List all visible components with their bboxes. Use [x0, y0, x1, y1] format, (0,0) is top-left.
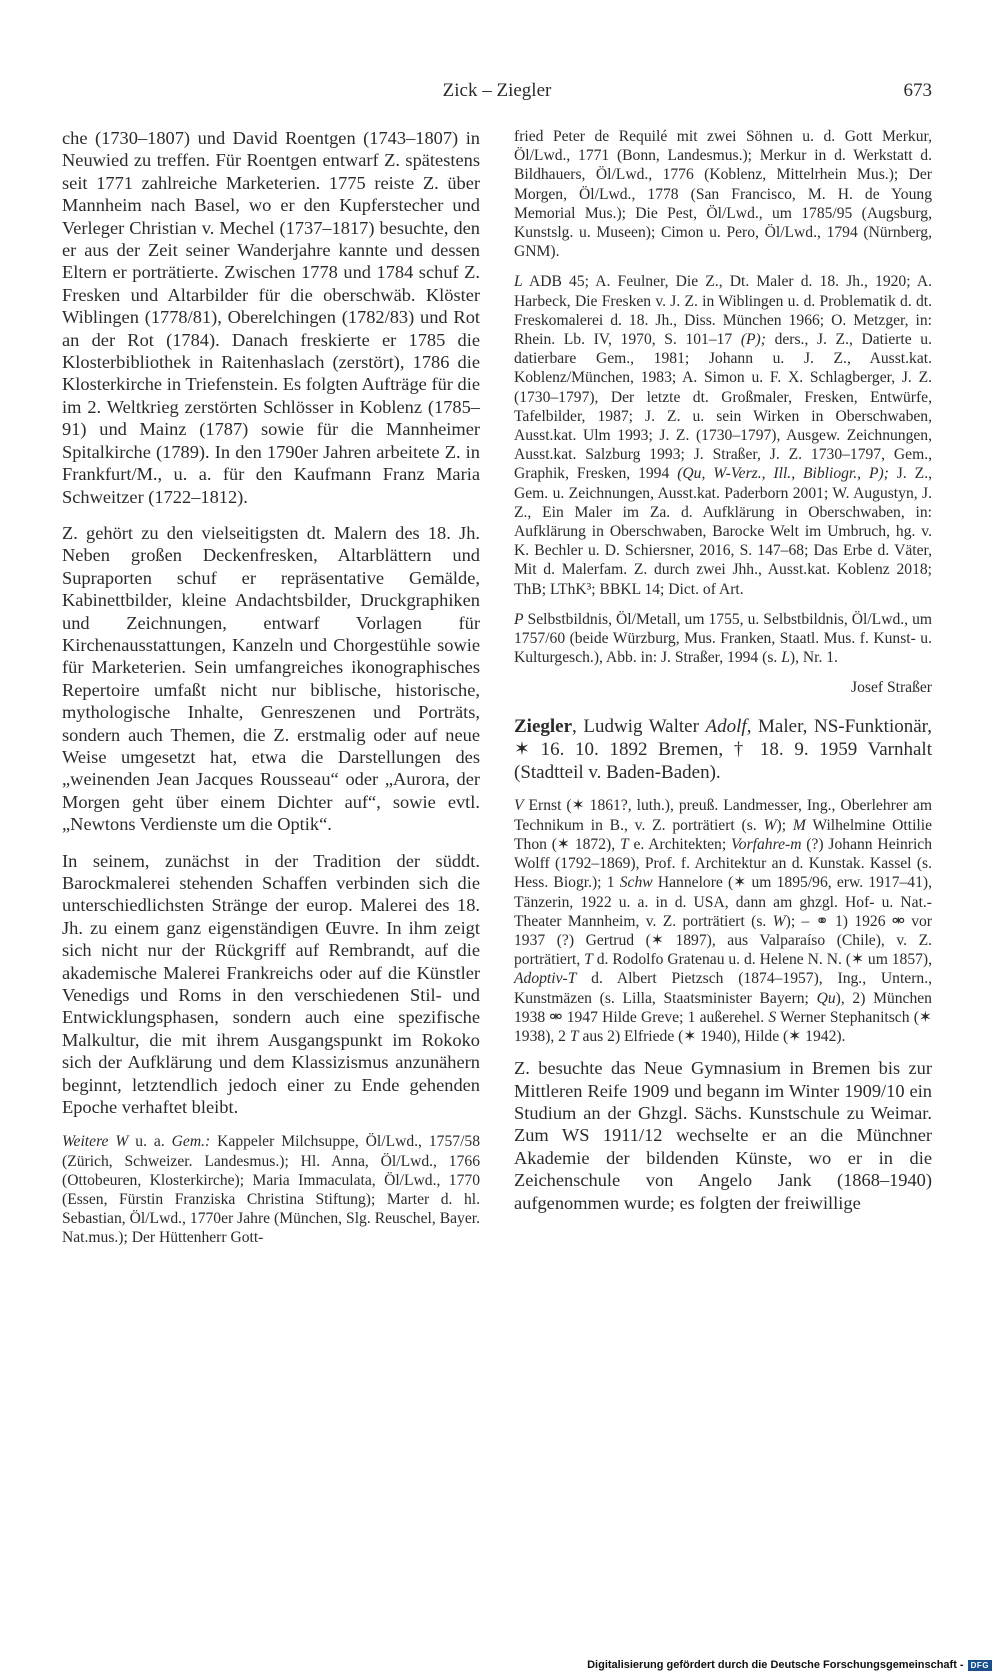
right-column — [514, 127, 932, 1228]
running-title: Zick – Ziegler — [442, 80, 552, 101]
family-label: S — [768, 1008, 777, 1026]
literature-text: J. Z., Gem. u. Zeichnungen, Ausst.kat. Paderborn 2001; W. Augustyn, J. Z., Ein Maler im Za. d. Aufklärung in Oberschwaben, in: Aufklärung in Oberschwaben, Barocke Welt im Umbruch, hg. v. K. Bechler u. D. Schiersner, 2016, S. 147–68; Das Erbe d. Väter, Mit d. Malerfam. Z. durch zwei Jhh., Ausst.kat. Koblenz 2018; ThB; LThK³; BBKL 14; Dict. of Art. — [514, 465, 932, 598]
family-info — [514, 796, 932, 1046]
family-text: e. Architekten; — [628, 835, 732, 853]
family-label: T — [619, 835, 629, 853]
family-text: Wilhelmine Ottilie Thon (✶ 1872), — [514, 816, 933, 853]
footer-text: Digitalisierung gefördert durch die Deutsche Forschungsgemeinschaft - — [587, 1659, 964, 1671]
family-label: M — [792, 816, 806, 834]
family-text: d. Rodolfo Gratenau u. d. Helene N. N. (✶ um 1857), — [592, 951, 933, 969]
left-column — [62, 127, 480, 1259]
literature-text: ADB 45; A. Feulner, Die Z., Dt. Maler d. 18. Jh., 1920; A. Harbeck, Die Fresken v. J. Z. in Wiblingen u. d. Problematik d. dt. Freskomalerei d. 18. Jh., Diss. München 1966; O. Metzger, in: Rhein. Lb. IV, 1970, S. 101–17 — [514, 273, 932, 349]
paragraph: Z. besuchte das Neue Gymnasium in Bremen bis zur Mittleren Reife 1909 und begann im Winter 1909/10 ein Studium an der Ghzgl. Sächs. Kunstschule zu Weimar. Zum WS 1911/12 wechselte er an die Münchner Akademie der bildenden Künste, wo er in die Zeichenschule von Angelo Jank (1868–1940) aufgenommen wurde; es folgten der freiwillige — [514, 1058, 932, 1213]
family-label: V — [514, 797, 524, 815]
portraits-text: ), Nr. 1. — [789, 649, 838, 667]
literature-label: L — [514, 273, 523, 291]
family-label: T — [569, 1027, 579, 1045]
portraits-label: P — [514, 610, 524, 628]
family-label: W — [772, 912, 786, 930]
family-text: aus 2) Elfriede (✶ 1940), Hilde (✶ 1942). — [578, 1027, 846, 1045]
family-text: d. Albert Pietzsch (1874–1957), Ing., Untern., Kunstmäzen (s. Lilla, Staatsminister Bayern; — [514, 970, 932, 1007]
footer-credit — [587, 1659, 992, 1671]
family-label: Qu — [816, 989, 836, 1007]
family-text: ); — [776, 816, 793, 834]
entry-text: , Maler, NS-Funktionär, ✶ 16. 10. 1892 Bremen, † 18. 9. 1959 Varnhalt (Stadtteil v. Baden-Baden). — [514, 716, 932, 784]
author-signature: Josef Straßer — [851, 679, 932, 697]
family-label: T — [584, 951, 593, 969]
family-text: (?) Johann Heinrich Wolff (1792–1869), Prof. f. Architektur an d. Kunstak. Kassel (s. Hess. Biogr.); 1 — [514, 835, 932, 892]
family-text: Werner Stephanitsch (✶ 1938), 2 — [514, 1008, 932, 1045]
portraits — [514, 610, 932, 668]
literature-italic: (P); — [740, 331, 766, 349]
literature — [514, 272, 932, 598]
portraits-text: Selbstbildnis, Öl/Metall, um 1755, u. Selbstbildnis, Öl/Lwd., um 1757/60 (beide Würzburg, Mus. Franken, Staatl. Mus. f. Kunst- u. Kulturgesch.), Abb. in: J. Straßer, 1994 (s. — [514, 610, 932, 667]
works-text: u. a. — [128, 1133, 172, 1151]
family-text: Ernst (✶ 1861?, luth.), preuß. Landmesser, Ing., Oberlehrer am Technikum in B., v. Z. porträtiert (s. — [514, 797, 932, 834]
entry-italic: Adolf — [705, 716, 747, 738]
family-text: ); – ⚭ 1) 1926 ⚮ vor 1937 (?) Gertrud (✶ 1897), aus Valparaíso (Chile), v. Z. porträtiert, — [514, 912, 933, 969]
works-list — [62, 1132, 480, 1247]
family-label: Vorfahre-m — [731, 835, 802, 853]
paragraph: Z. gehört zu den vielseitigsten dt. Malern des 18. Jh. Neben großen Deckenfresken, Altarblättern und Supraporten schuf er repräsentative Gemälde, Kabinettbilder, kleine Andachtsbilder, Druckgraphiken und Zeichnungen, entwarf Vorlagen für Kirchenausstattungen, Kanzeln und Chorgestühle sowie für Marketerien. Sein umfangreiches ikonographisches Repertoire umfaßt nicht nur biblische, historische, mythologische Inhalte, Genreszenen und Porträts, sondern auch Themen, die Z. erstmalig oder auf neue Weise umgesetzt hat, etwa die Darstellungen des „weinenden Jean Jacques Rousseau“ oder „Aurora, der Morgen geht über einem Dichter auf“, sowie evtl. „Newtons Verdienste um die Optik“. — [62, 522, 480, 835]
family-label: W — [763, 816, 777, 834]
family-text: ), 2) München 1938 ⚮ 1947 Hilde Greve; 1 außerehel. — [514, 989, 932, 1026]
page-header — [62, 80, 932, 110]
entry-name: Ziegler — [514, 716, 573, 738]
works-label: Weitere W — [62, 1133, 129, 1151]
works-list-continued: fried Peter de Requilé mit zwei Söhnen u. d. Gott Merkur, Öl/Lwd., 1771 (Bonn, Landesmus.); Merkur in d. Werkstatt d. Bildhauers, Öl/Lwd., 1776 (Koblenz, Mittelrhein Mus.); Der Morgen, Öl/Lwd., 1778 (San Francisco, M. H. de Young Memorial Mus.); Die Pest, Öl/Lwd., um 1785/95 (Augsburg, Kunstslg. u. Museen); Cimon u. Pero, Öl/Lwd., 1794 (Nürnberg, GNM). — [514, 128, 932, 261]
portraits-italic: L — [781, 649, 790, 667]
family-label: Adoptiv-T — [514, 970, 577, 988]
literature-italic: (Qu, W-Verz., Ill., Bibliogr., P); — [677, 465, 889, 483]
paragraph: che (1730–1807) und David Roentgen (1743–1807) in Neuwied zu treffen. Für Roentgen entwarf Z. spätestens seit 1771 zahlreiche Marketerien. 1775 reiste Z. über Mannheim nach Basel, wo er den Kupferstecher und Verleger Christian v. Mechel (1737–1817) besuchte, den er aus der Zeit seiner Wanderjahre kannte und dessen Eltern er porträtierte. Zwischen 1778 und 1784 schuf Z. Fresken und Altarbilder für die oberschwäb. Klöster Wiblingen (1778/81), Oberelchingen (1782/83) und Rot an der Rot (1784). Danach freskierte er 1785 die Klosterbibliothek in Raitenhaslach (zerstört), 1786 die Klosterkirche in Triefenstein. Es folgten Aufträge für die im 2. Weltkrieg zerstörten Schlösser in Koblenz (1785–91) und Mainz (1787) sowie für die Mannheimer Spitalkirche (1789). In den 1790er Jahren arbeitete Z. in Frankfurt/M., u. a. für den Kaufmann Franz Maria Schweitzer (1722–1812). — [62, 128, 480, 507]
entry-heading — [514, 715, 932, 784]
literature-text: ders., J. Z., Datierte u. datierbare Gem., 1981; Johann u. J. Z., Ausst.kat. Koblenz/München, 1983; A. Simon u. F. X. Schlagberger, J. Z. (1730–1797), Der letzte dt. Großmaler, Fresken, Entwürfe, Tafelbilder, 1987; J. Z. u. sein Wirken in Oberschwaben, Ausst.kat. Ulm 1993; J. Z. (1730–1797), Ausgew. Zeichnungen, Ausst.kat. Salzburg 1993; J. Straßer, J. Z. 1730–1797, Gem., Graphik, Fresken, 1994 — [514, 331, 933, 483]
dfg-logo: DFG — [968, 1660, 992, 1671]
entry-text: , Ludwig Walter — [572, 716, 706, 738]
family-label: Schw — [619, 874, 653, 892]
works-label: Gem.: — [171, 1133, 211, 1151]
page-number: 673 — [903, 80, 932, 101]
family-text: Hannelore (✶ um 1895/96, erw. 1917–41), Tänzerin, 1922 u. a. in d. USA, dann am ghzgl. Hof- u. Nat.-Theater Mannheim, v. Z. porträtiert (s. — [514, 874, 932, 930]
works-text: Kappeler Milchsuppe, Öl/Lwd., 1757/58 (Zürich, Schweizer. Landesmus.); Hl. Anna, Öl/Lwd., 1766 (Ottobeuren, Klosterkirche); Maria Immaculata, Öl/Lwd., 1770 (Essen, Fürstin Franziska Christina Stiftung); Marter d. hl. Sebastian, Öl/Lwd., 1770er Jahre (München, Slg. Reuschel, Bayer. Nat.mus.); Der Hüttenherr Gott- — [62, 1133, 480, 1247]
paragraph: In seinem, zunächst in der Tradition der süddt. Barockmalerei stehenden Schaffen verbinden sich die unterschiedlichsten Stränge der europ. Malerei des 18. Jh. zu einem ganz eigenständigen Œuvre. In ihm zeigt sich nicht nur der Rückgriff auf Rembrandt, auf die akademische Malerei Frankreichs oder auf die Künstler Venedigs und Roms in den verschiedenen Stil- und Entwicklungsphasen, sondern auch eine spezifische Malkultur, die mit ihrem Ausgangspunkt im Rokoko sich der Aufklärung und dem Klassizismus anzunähern beginnt, letztendlich jedoch einer zu Ende gehenden Epoche verhaftet bleibt. — [62, 850, 480, 1118]
